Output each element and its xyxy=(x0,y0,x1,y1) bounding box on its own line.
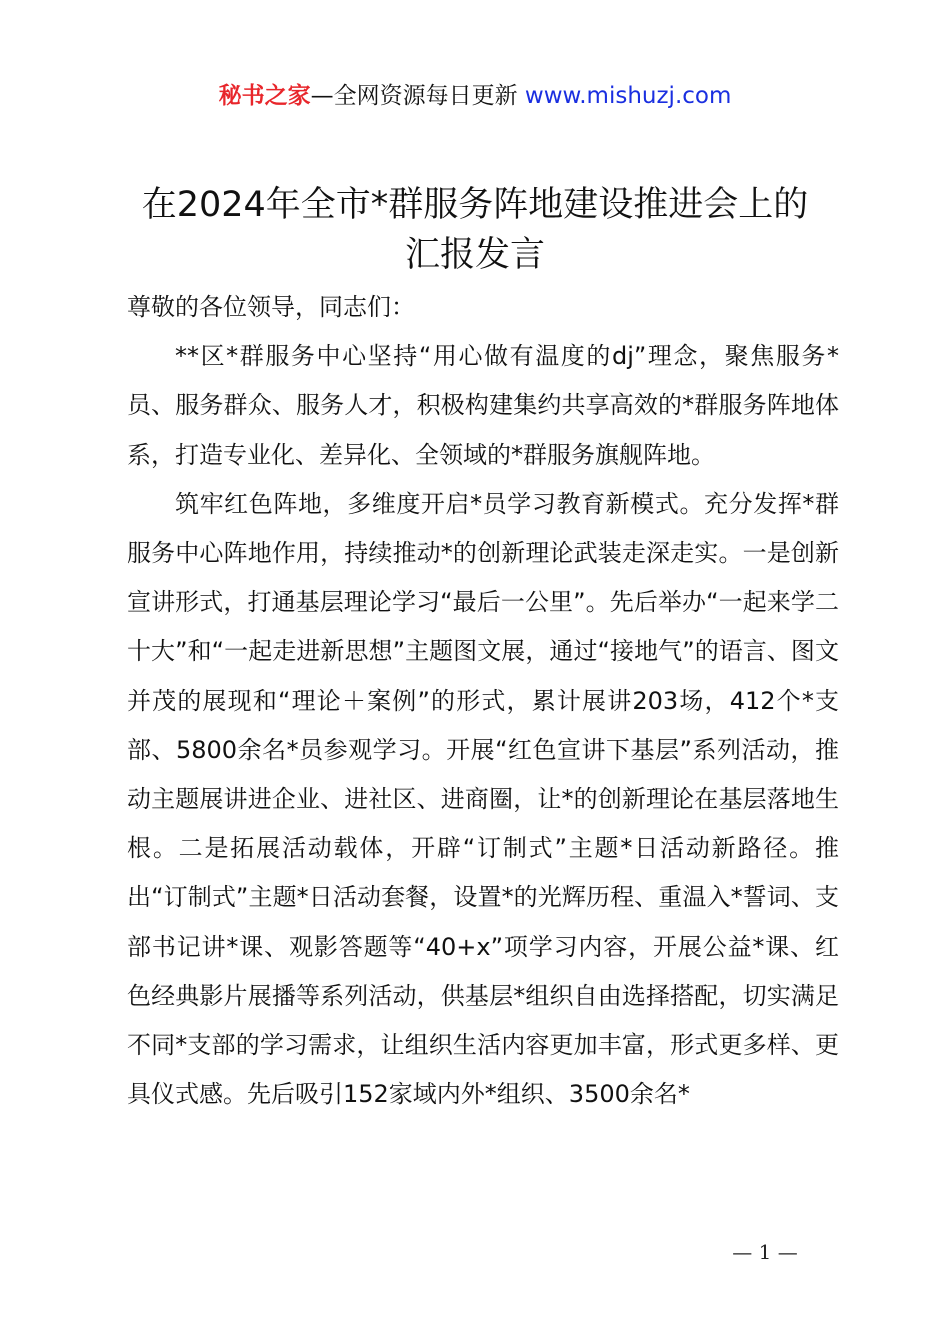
header-tagline: —全网资源每日更新 xyxy=(310,83,518,109)
brand-name: 秘书之家 xyxy=(218,83,311,109)
site-header xyxy=(0,80,950,112)
paragraph-intro: **区*群服务中心坚持“用心做有温度的dj”理念，聚焦服务*员、服务群众、服务人才，积极构建集约共享高效的*群服务阵地体系，打造专业化、差异化、全领域的*群服务旗舰阵地。 xyxy=(127,342,839,469)
salutation: 尊敬的各位领导，同志们： xyxy=(127,293,415,321)
paragraph-red-base: 筑牢红色阵地，多维度开启*员学习教育新模式。充分发挥*群服务中心阵地作用，持续推动*的创新理论武装走深走实。一是创新宣讲形式，打通基层理论学习“最后一公里”。先后举办“一起来学二十大”和“一起走进新思想”主题图文展，通过“接地气”的语言、图文并茂的展现和“理论＋案例”的形式，累计展讲203场，412个*支部、5800余名*员参观学习。开展“红色宣讲下基层”系列活动，推动主题展讲进企业、进社区、进商圈，让*的创新理论在基层落地生根。二是拓展活动载体，开辟“订制式”主题*日活动新路径。推出“订制式”主题*日活动套餐，设置*的光辉历程、重温入*誓词、支部书记讲*课、观影答题等“40+x”项学习内容，开展公益*课、红色经典影片展播等系列活动，供基层*组织自由选择搭配，切实满足不同*支部的学习需求，让组织生活内容更加丰富，形式更多样、更具仪式感。先后吸引152家域内外*组织、3500余名* xyxy=(127,489,839,1109)
title-line-1: 在2024年全市*群服务阵地建设推进会上的 xyxy=(141,185,809,225)
page-number: — 1 — xyxy=(732,1240,798,1264)
document-body xyxy=(127,283,839,1119)
document-title xyxy=(90,180,860,280)
site-url[interactable]: www.mishuzj.com xyxy=(524,83,732,109)
title-line-2: 汇报发言 xyxy=(404,235,545,275)
